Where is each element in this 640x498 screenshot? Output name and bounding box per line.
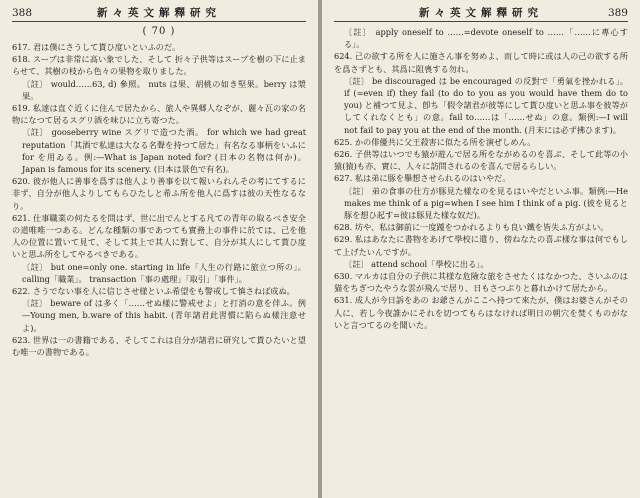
- paragraph: 623. 世界は一の書籍である、そしてこれは自分が諸君に研究して貰ひたいと望む唯一の書物である。: [12, 334, 306, 358]
- paragraph: 620. 彼が他人に善事を爲すは他人より善事を以て報いられんその考にてするに非ず、自分が他人よりしてもらひたしと希ふ所を他人に爲すは彼の天性なるなり。: [12, 176, 306, 211]
- paragraph: 〔註〕 gooseberry wine スグリで造つた酒。 for which we had great reputation「其酒で私達は大なる名聲を持つて居た」有名なる事柄をいふに for を用ゐる。例:—What is Japan noted for? (日本の名物は何か)。 Japan is famous for its scenery. (日本は景色で有名)。: [22, 127, 306, 175]
- running-head: [12, 5, 306, 22]
- page-number: 388: [12, 7, 33, 19]
- running-title: 新々英文解釋研究: [97, 7, 222, 19]
- paragraph: 626. 子供等はいつでも猿が遊んで居る所をながめるのを喜ぶ、そして此等の小猿(猿)も亦、實に、人々に訪問されるのを喜んで居るらしい。: [334, 149, 628, 172]
- paragraph: 628. 坊や、私は御前に一度踵をつかれるよりも良い鐵を皆失ふ方がよい。: [334, 222, 609, 233]
- paragraph: 〔註〕 but one=only one. starting in life「人生の行路に旅立つ所の」。calling「職業」。 transaction「事の處理」「取引」「事件」。: [22, 261, 306, 284]
- paragraph: 619. 私達は直ぐ近くに住んで居たから、旅人や異郷人なぞが、麗々瓦の家の名物になつて居るスグリ酒を味ひに立ち寄つた。: [12, 103, 306, 126]
- right-page: [322, 0, 640, 498]
- running-head: [334, 5, 628, 22]
- paragraph: 〔註〕 attend school「學校に出る」。: [344, 258, 489, 269]
- paragraph: 〔註〕 be discouraged は be encouraged の反對で「勇氣を挫かれる」。if (=even if) they fail (to do to you as you would have them do to you) と補つて見よ、卽ち「假令諸君が彼等にして貰ひ度いと思ふ事を彼等がしてくれなくとも」の意。fail to……は「……せぬ」の意。類例:—I will not fail to pay you at the end of the month. (月末には必ず拂ひます)。: [344, 75, 628, 135]
- paragraph: 621. 仕事職業の何たるを問はず、世に出でんとする凡ての青年の取るべき安全の道唯唯一つある。どんな種類の事であつても實務上の事件に於ては、己を他人の位置に置いて見て、そして其上で其人に對して、自分が其人にして貰ひ度いと思ふ所をしてやるべきである。: [12, 212, 306, 260]
- paragraph: 618. スープは非常に高い象でした、そして 折々子供等はスープを樹の下に止まらせて、其樹の枝から色々の果物を取りました。: [12, 54, 306, 77]
- paragraph: 〔註〕 beware of は多く「……せぬ樣に警戒せよ」と打消の意を伴ふ。例 —Young men, b.ware of this habit. (青年諸君此習慣に陷らぬ樣注意せよ)。: [22, 298, 306, 333]
- left-page: [0, 0, 318, 498]
- paragraph: 622. さうでない事を人に信じさせ様といふ希望をも警戒して慎さねば成ぬ。: [12, 286, 295, 297]
- paragraph: 627. 私は弟に豚を擧想させられるのはいやだ。: [334, 173, 511, 184]
- running-title: 新々英文解釋研究: [418, 7, 543, 19]
- section-number: ( 70 ): [142, 26, 176, 37]
- paragraph: 624. 己の欲する所を人に施さん事を努めよ、而して時に或は人の己の欲する所を爲さずとも、其爲に阻喪する勿れ。: [334, 51, 628, 74]
- paragraph: 625. かの俳優共に父王殺害に似たる所を演ぜしめん。: [334, 136, 536, 147]
- paragraph: 630. マルカは自分の子供に其様な危險な旅をさせたくはなかつた、さいふのは猫をちぎつたやうな雲が飛んで居り、日もさつぷりと暮れかけて居たから。: [334, 271, 628, 294]
- paragraph: 629. 私はあなたに書物をあげて學校に遣り、傍ねなたの喜ぶ樣な事は何でもして上げたいんですが。: [334, 234, 628, 257]
- paragraph: 〔註〕 弟の食事の仕方が豚見た樣なのを見るはいやだといふ事。類例:—He makes me think of a pig=when I see him I think of a pig. (彼を見ると豚を想ひ起す=彼は豚見た樣な奴だ)。: [344, 185, 628, 221]
- paragraph: 617. 君は僕にさうして貰ひ度いといふのだ。: [12, 42, 181, 52]
- paragraph: 〔註〕 would……63, d) 參照。 nuts は果、胡桃の如き堅果。berry は漿果。: [22, 78, 306, 101]
- paragraph: 631. 成人が今日訴をあの お爺さんがここへ持つて來たが、僕はお婆さんがその人に、若し今夜誰かにそれを切つてもらはなければ明日の朝穴を焚くものがないと言つてるのを聞いた。: [334, 295, 628, 330]
- paragraph: 〔註〕 apply oneself to ……=devote oneself to ……「……に專心する」。: [344, 27, 628, 50]
- page-number: 389: [607, 7, 628, 19]
